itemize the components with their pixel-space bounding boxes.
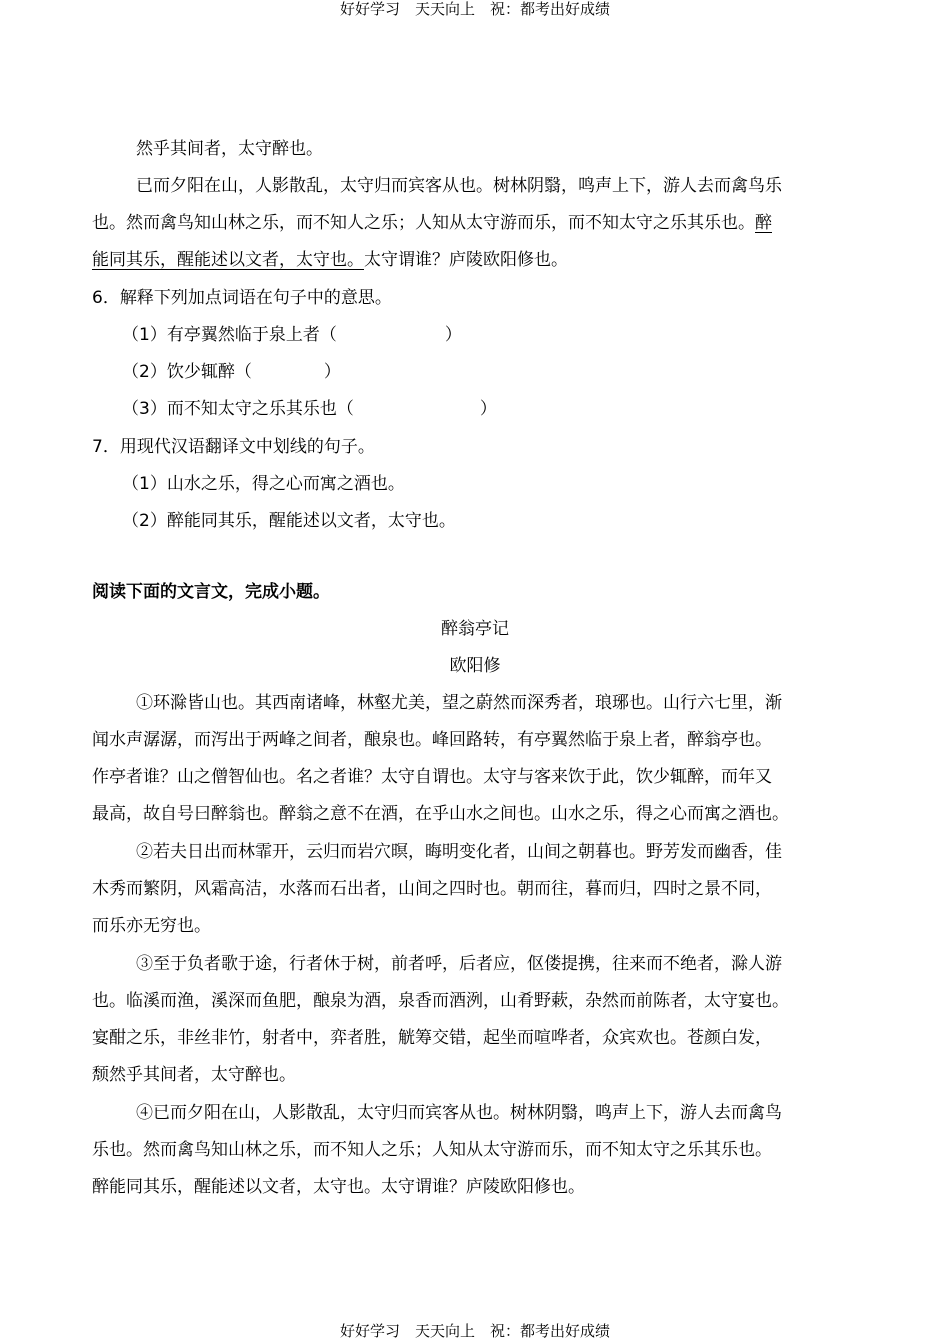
passage-line: 作亭者谁？山之僧智仙也。名之者谁？太守自谓也。太守与客来饮于此，饮少辄醉，而年又 bbox=[92, 767, 772, 787]
underlined-sentence: 能同其乐，醒能述以文者，太守也。 bbox=[92, 250, 364, 270]
passage-line: ④已而夕阳在山，人影散乱，太守归而宾客从也。树林阴翳，鸣声上下，游人去而禽鸟 bbox=[136, 1103, 782, 1123]
passage-line: 闻水声潺潺，而泻出于两峰之间者，酿泉也。峰回路转，有亭翼然临于泉上者，醉翁亭也。 bbox=[92, 730, 772, 750]
passage-line: 最高，故自号曰醉翁也。醉翁之意不在酒，在乎山水之间也。山水之乐，得之心而寓之酒也。 bbox=[92, 804, 789, 824]
question-6-item-3: （3）而不知太守之乐其乐也（ ） bbox=[122, 399, 497, 419]
passage-line: 颓然乎其间者，太守醉也。 bbox=[92, 1065, 296, 1085]
passage-line: 然乎其间者，太守醉也。 bbox=[136, 139, 323, 159]
passage-line: 乐也。然而禽鸟知山林之乐，而不知人之乐；人知从太守游而乐，而不知太守之乐其乐也。 bbox=[92, 1140, 772, 1160]
passage-line: ①环滁皆山也。其西南诸峰，林壑尤美，望之蔚然而深秀者，琅琊也。山行六七里，渐 bbox=[136, 693, 782, 713]
passage-line: 醉能同其乐，醒能述以文者，太守也。太守谓谁？庐陵欧阳修也。 bbox=[92, 1177, 585, 1197]
question-7-item-2: （2）醉能同其乐，醒能述以文者，太守也。 bbox=[122, 511, 456, 531]
passage-line bbox=[92, 210, 772, 236]
question-7-item-1: （1）山水之乐，得之心而寓之酒也。 bbox=[122, 474, 405, 494]
passage-text: 也。然而禽鸟知山林之乐，而不知人之乐；人知从太守游而乐，而不知太守之乐其乐也。 bbox=[92, 213, 755, 233]
passage-line bbox=[92, 247, 568, 273]
question-7-stem: 7．用现代汉语翻译文中划线的句子。 bbox=[92, 437, 375, 457]
passage-line: 而乐亦无穷也。 bbox=[92, 916, 211, 936]
page-header: 好好学习 天天向上 祝：都考出好成绩 bbox=[339, 0, 610, 18]
passage-line: 宴酣之乐，非丝非竹，射者中，弈者胜，觥筹交错，起坐而喧哗者，众宾欢也。苍颜白发， bbox=[92, 1028, 772, 1048]
passage-title: 醉翁亭记 bbox=[441, 619, 509, 639]
page-footer: 好好学习 天天向上 祝：都考出好成绩 bbox=[339, 1322, 610, 1340]
passage-text: 太守谓谁？庐陵欧阳修也。 bbox=[364, 250, 568, 270]
passage-line: ③至于负者歌于途，行者休于树，前者呼，后者应，伛偻提携，往来而不绝者，滁人游 bbox=[136, 954, 782, 974]
question-6-stem: 6．解释下列加点词语在句子中的意思。 bbox=[92, 288, 392, 308]
passage-line: 也。临溪而渔，溪深而鱼肥，酿泉为酒，泉香而酒洌，山肴野蔌，杂然而前陈者，太守宴也。 bbox=[92, 991, 789, 1011]
section-instruction: 阅读下面的文言文，完成小题。 bbox=[92, 582, 330, 602]
question-6-item-2: （2）饮少辄醉（ ） bbox=[122, 362, 341, 382]
passage-author: 欧阳修 bbox=[449, 656, 501, 676]
passage-line: ②若夫日出而林霏开，云归而岩穴暝，晦明变化者，山间之朝暮也。野芳发而幽香，佳 bbox=[136, 842, 782, 862]
underlined-sentence: 醉 bbox=[755, 213, 772, 233]
passage-line: 木秀而繁阴，风霜高洁，水落而石出者，山间之四时也。朝而往，暮而归，四时之景不同， bbox=[92, 879, 772, 899]
question-6-item-1: （1）有亭翼然临于泉上者（ ） bbox=[122, 325, 462, 345]
passage-line: 已而夕阳在山，人影散乱，太守归而宾客从也。树林阴翳，鸣声上下，游人去而禽鸟乐 bbox=[136, 176, 782, 196]
